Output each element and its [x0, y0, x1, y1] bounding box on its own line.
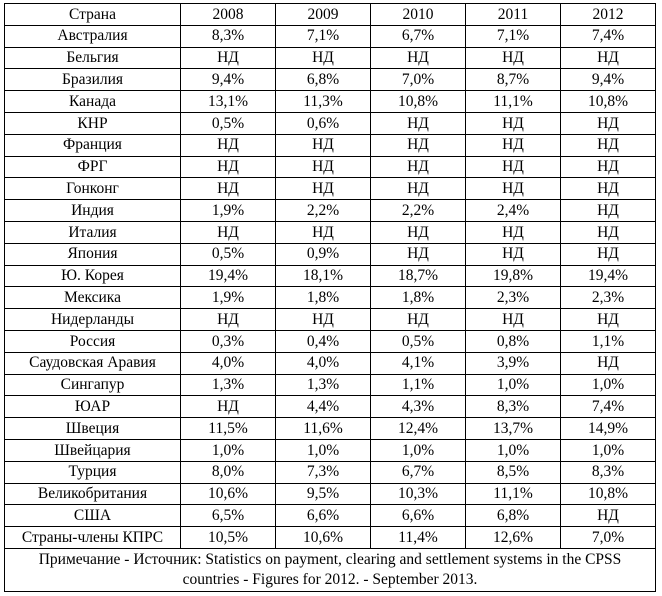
value-cell: НД — [371, 309, 466, 331]
header-year: 2011 — [466, 4, 561, 26]
value-cell: 13,1% — [181, 91, 276, 113]
value-cell: 12,6% — [466, 527, 561, 549]
value-cell: 4,0% — [181, 352, 276, 374]
table-row — [5, 418, 656, 440]
table-row — [5, 352, 656, 374]
value-cell: НД — [276, 47, 371, 69]
table-row — [5, 200, 656, 222]
value-cell: НД — [371, 47, 466, 69]
value-cell: 7,4% — [561, 396, 656, 418]
value-cell: 7,1% — [466, 25, 561, 47]
value-cell: НД — [561, 200, 656, 222]
value-cell: 0,5% — [181, 243, 276, 265]
value-cell: НД — [276, 156, 371, 178]
country-cell: Швейцария — [5, 439, 181, 461]
value-cell: НД — [276, 221, 371, 243]
value-cell: 8,0% — [181, 461, 276, 483]
value-cell: 8,7% — [466, 69, 561, 91]
value-cell: НД — [276, 178, 371, 200]
value-cell: 7,4% — [561, 25, 656, 47]
value-cell: НД — [466, 243, 561, 265]
value-cell: НД — [466, 309, 561, 331]
table-row — [5, 287, 656, 309]
table-row — [5, 505, 656, 527]
value-cell: 2,3% — [466, 287, 561, 309]
document-page — [4, 3, 656, 592]
value-cell: 1,3% — [276, 374, 371, 396]
country-cell: Нидерланды — [5, 309, 181, 331]
table-row — [5, 309, 656, 331]
country-cell: Канада — [5, 91, 181, 113]
value-cell: 1,0% — [181, 439, 276, 461]
value-cell: 12,4% — [371, 418, 466, 440]
value-cell: 4,1% — [371, 352, 466, 374]
country-cell: КНР — [5, 112, 181, 134]
value-cell: НД — [181, 134, 276, 156]
value-cell: 6,8% — [466, 505, 561, 527]
value-cell: НД — [561, 47, 656, 69]
value-cell: 1,0% — [561, 374, 656, 396]
value-cell: НД — [561, 309, 656, 331]
country-cell: Ю. Корея — [5, 265, 181, 287]
value-cell: НД — [561, 352, 656, 374]
country-cell: Гонконг — [5, 178, 181, 200]
value-cell: 1,1% — [371, 374, 466, 396]
value-cell: 1,0% — [276, 439, 371, 461]
country-cell: США — [5, 505, 181, 527]
data-table — [4, 3, 656, 592]
table-row — [5, 112, 656, 134]
table-body — [5, 25, 656, 548]
header-year: 2008 — [181, 4, 276, 26]
value-cell: 11,1% — [466, 91, 561, 113]
value-cell: НД — [561, 221, 656, 243]
value-cell: 11,5% — [181, 418, 276, 440]
value-cell: 0,8% — [466, 330, 561, 352]
value-cell: 18,1% — [276, 265, 371, 287]
country-cell: ФРГ — [5, 156, 181, 178]
value-cell: 14,9% — [561, 418, 656, 440]
value-cell: НД — [466, 112, 561, 134]
header-year: 2010 — [371, 4, 466, 26]
header-year: 2009 — [276, 4, 371, 26]
country-cell: Бразилия — [5, 69, 181, 91]
value-cell: 1,0% — [371, 439, 466, 461]
value-cell: НД — [276, 134, 371, 156]
value-cell: 7,3% — [276, 461, 371, 483]
value-cell: НД — [466, 156, 561, 178]
table-row — [5, 396, 656, 418]
value-cell: НД — [371, 243, 466, 265]
country-cell: Мексика — [5, 287, 181, 309]
value-cell: 7,0% — [561, 527, 656, 549]
country-cell: Великобритания — [5, 483, 181, 505]
value-cell: НД — [276, 309, 371, 331]
country-cell: Италия — [5, 221, 181, 243]
value-cell: 2,2% — [276, 200, 371, 222]
header-row — [5, 4, 656, 26]
value-cell: 1,3% — [181, 374, 276, 396]
value-cell: 6,6% — [371, 505, 466, 527]
country-cell: Бельгия — [5, 47, 181, 69]
value-cell: НД — [466, 178, 561, 200]
note-row — [5, 548, 656, 591]
country-cell: Австралия — [5, 25, 181, 47]
value-cell: 2,2% — [371, 200, 466, 222]
country-cell: Сингапур — [5, 374, 181, 396]
value-cell: НД — [466, 134, 561, 156]
country-cell: ЮАР — [5, 396, 181, 418]
value-cell: 1,9% — [181, 200, 276, 222]
value-cell: НД — [181, 178, 276, 200]
value-cell: 11,3% — [276, 91, 371, 113]
table-note: Примечание - Источник: Statistics on payment, clearing and settlement systems in the CPSS countries - Figures for 2012. - September 2013. — [5, 548, 656, 591]
table-row — [5, 156, 656, 178]
table-row — [5, 265, 656, 287]
table-row — [5, 221, 656, 243]
table-row — [5, 439, 656, 461]
table-row — [5, 527, 656, 549]
value-cell: 1,8% — [371, 287, 466, 309]
value-cell: НД — [371, 112, 466, 134]
value-cell: 8,3% — [466, 396, 561, 418]
table-row — [5, 25, 656, 47]
table-row — [5, 47, 656, 69]
value-cell: НД — [561, 156, 656, 178]
value-cell: 10,8% — [561, 91, 656, 113]
value-cell: 10,6% — [181, 483, 276, 505]
value-cell: 1,1% — [561, 330, 656, 352]
value-cell: 11,4% — [371, 527, 466, 549]
table-row — [5, 330, 656, 352]
value-cell: 11,1% — [466, 483, 561, 505]
table-row — [5, 91, 656, 113]
header-year: 2012 — [561, 4, 656, 26]
value-cell: НД — [371, 178, 466, 200]
value-cell: 8,5% — [466, 461, 561, 483]
value-cell: 9,5% — [276, 483, 371, 505]
table-row — [5, 178, 656, 200]
table-row — [5, 69, 656, 91]
value-cell: 7,0% — [371, 69, 466, 91]
value-cell: 8,3% — [181, 25, 276, 47]
value-cell: 8,3% — [561, 461, 656, 483]
table-row — [5, 483, 656, 505]
country-cell: Турция — [5, 461, 181, 483]
country-cell: Швеция — [5, 418, 181, 440]
value-cell: 0,5% — [181, 112, 276, 134]
value-cell: 0,4% — [276, 330, 371, 352]
value-cell: НД — [371, 221, 466, 243]
value-cell: 19,4% — [181, 265, 276, 287]
value-cell: НД — [181, 156, 276, 178]
value-cell: 6,7% — [371, 461, 466, 483]
value-cell: 9,4% — [181, 69, 276, 91]
value-cell: НД — [466, 221, 561, 243]
value-cell: 2,3% — [561, 287, 656, 309]
value-cell: 6,5% — [181, 505, 276, 527]
table-row — [5, 243, 656, 265]
value-cell: 10,3% — [371, 483, 466, 505]
table-row — [5, 134, 656, 156]
value-cell: 13,7% — [466, 418, 561, 440]
value-cell: 19,8% — [466, 265, 561, 287]
value-cell: 1,0% — [466, 374, 561, 396]
table-row — [5, 374, 656, 396]
value-cell: НД — [371, 156, 466, 178]
country-cell: Франция — [5, 134, 181, 156]
value-cell: 1,0% — [561, 439, 656, 461]
header-country: Страна — [5, 4, 181, 26]
value-cell: 6,7% — [371, 25, 466, 47]
value-cell: НД — [371, 134, 466, 156]
value-cell: 4,4% — [276, 396, 371, 418]
value-cell: НД — [561, 112, 656, 134]
value-cell: НД — [466, 47, 561, 69]
value-cell: НД — [181, 47, 276, 69]
value-cell: 4,0% — [276, 352, 371, 374]
table-row — [5, 461, 656, 483]
country-cell: Индия — [5, 200, 181, 222]
value-cell: 1,9% — [181, 287, 276, 309]
value-cell: 6,8% — [276, 69, 371, 91]
value-cell: НД — [561, 178, 656, 200]
value-cell: 0,6% — [276, 112, 371, 134]
value-cell: 10,8% — [371, 91, 466, 113]
country-cell: Япония — [5, 243, 181, 265]
value-cell: НД — [181, 396, 276, 418]
value-cell: 1,8% — [276, 287, 371, 309]
value-cell: НД — [181, 221, 276, 243]
value-cell: 6,6% — [276, 505, 371, 527]
value-cell: 10,5% — [181, 527, 276, 549]
value-cell: 18,7% — [371, 265, 466, 287]
value-cell: 4,3% — [371, 396, 466, 418]
country-cell: Саудовская Аравия — [5, 352, 181, 374]
value-cell: 10,6% — [276, 527, 371, 549]
value-cell: 0,5% — [371, 330, 466, 352]
value-cell: НД — [561, 134, 656, 156]
value-cell: НД — [181, 309, 276, 331]
value-cell: 11,6% — [276, 418, 371, 440]
value-cell: 9,4% — [561, 69, 656, 91]
value-cell: 0,9% — [276, 243, 371, 265]
value-cell: 1,0% — [466, 439, 561, 461]
value-cell: 3,9% — [466, 352, 561, 374]
value-cell: 10,8% — [561, 483, 656, 505]
value-cell: 7,1% — [276, 25, 371, 47]
country-cell: Россия — [5, 330, 181, 352]
value-cell: НД — [561, 243, 656, 265]
value-cell: 0,3% — [181, 330, 276, 352]
value-cell: НД — [561, 505, 656, 527]
value-cell: 19,4% — [561, 265, 656, 287]
country-cell: Страны-члены КПРС — [5, 527, 181, 549]
value-cell: 2,4% — [466, 200, 561, 222]
